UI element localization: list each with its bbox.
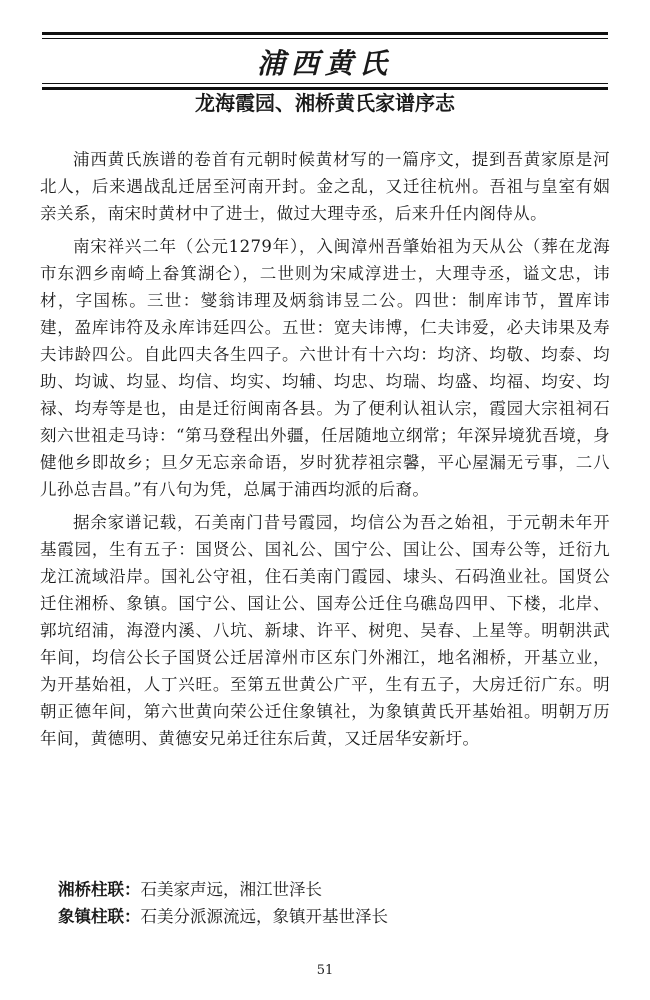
- couplet-label: 象镇柱联：: [58, 907, 141, 926]
- couplet-text: 石美家声远，湘江世泽长: [140, 880, 322, 899]
- article-body: [40, 146, 610, 758]
- paragraph-2: 南宋祥兴二年（公元1279年），入闽漳州吾肇始祖为天从公（葬在龙海市东泗乡南崎上畚箕湖仑），二世则为宋咸淳进士，大理寺丞，谥文忠，讳材，字国栋。三世：燮翁讳理及炳翁讳昱二公。四世：制库讳节，置库讳建，盈库讳符及永库讳廷四公。五世：宽夫讳博，仁夫讳爱，必夫讳果及寿夫讳龄四公。自此四夫各生四子。六世计有十六均：均济、均敬、均泰、均助、均诚、均显、均信、均实、均辅、均忠、均瑞、均盛、均福、均安、均禄、均寿等是也，由是迁衍闽南各县。为了便利认祖认宗，霞园大宗祖祠石刻六世祖走马诗：“第马登程出外疆，任居随地立纲常；年深异境犹吾境，身健他乡即故乡；旦夕无忘亲命语，岁时犹荐祖宗馨，平心屋漏无亏事，二八儿孙总吉昌。”有八句为凭，总属于浦西均派的后裔。: [40, 237, 610, 499]
- book-title-banner: [42, 32, 608, 84]
- couplets-section: [58, 876, 388, 930]
- couplet-label: 湘桥柱联：: [58, 880, 141, 899]
- paragraph-1: 浦西黄氏族谱的卷首有元朝时候黄材写的一篇序文，提到吾黄家原是河北人，后来遇战乱迁居至河南开封。金之乱，又迁往杭州。吾祖与皇室有姻亲关系，南宋时黄材中了进士，做过大理寺丞，后来升任内阁侍从。: [40, 150, 610, 223]
- couplet-text: 石美分派源流远，象镇开基世泽长: [140, 907, 388, 926]
- banner-rule-bottom-thin: [42, 83, 608, 84]
- banner-rule-top: [42, 32, 608, 35]
- paragraph-3: 据余家谱记载，石美南门昔号霞园，均信公为吾之始祖，于元朝未年开基霞园，生有五子：国贤公、国礼公、国宁公、国让公、国寿公等，迁衍九龙江流域沿岸。国礼公守祖，住石美南门霞园、埭头、石码渔业社。国贤公迁住湘桥、象镇。国宁公、国让公、国寿公迁住乌礁岛四甲、下楼，北岸、郭坑绍浦，海澄内溪、八坑、新埭、许平、树兜、吴春、上星等。明朝洪武年间，均信公长子国贤公迁居漳州市区东门外湘江，地名湘桥，开基立业，为开基始祖，人丁兴旺。至第五世黄公广平，生有五子，大房迁衍广东。明朝正德年间，第六世黄向荣公迁住象镇社，为象镇黄氏开基始祖。明朝万历年间，黄德明、黄德安兄弟迁往东后黄，又迁居华安新圩。: [40, 513, 610, 748]
- page-number: 51: [316, 963, 334, 978]
- book-title: 浦西黄氏: [256, 47, 393, 80]
- article-title: 龙海霞园、湘桥黄氏家谱序志: [195, 91, 455, 115]
- couplet-xiangzhen: [58, 903, 388, 930]
- banner-rule-top-thin: [42, 38, 608, 39]
- couplet-xiangqiao: [58, 876, 388, 903]
